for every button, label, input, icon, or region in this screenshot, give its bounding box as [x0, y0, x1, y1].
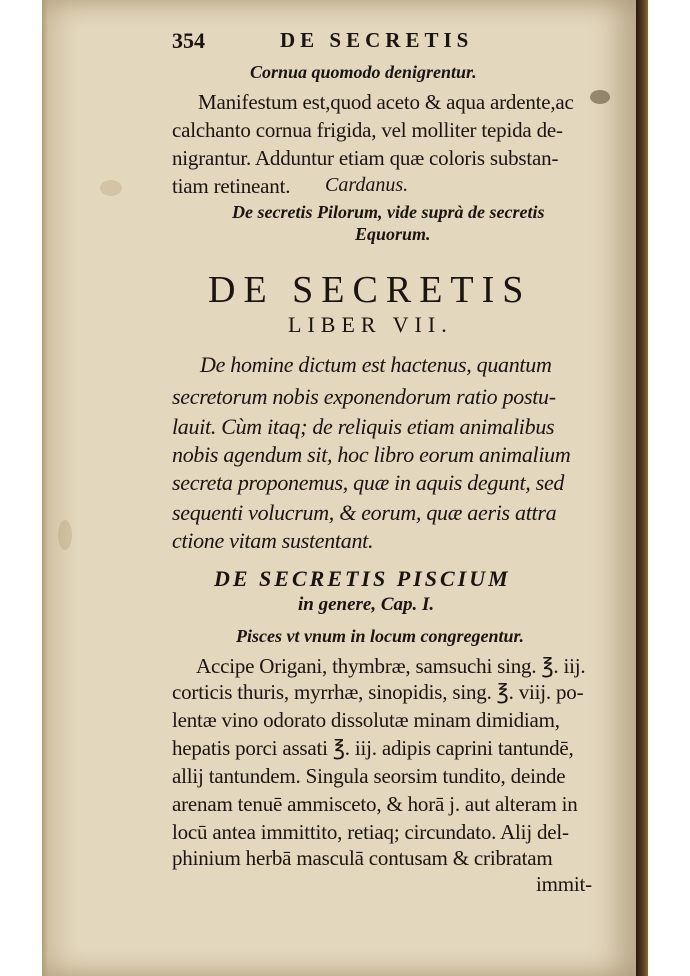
intro-line: lauit. Cùm itaq; de reliquis etiam animalibus: [172, 414, 555, 439]
cross-reference: Equorum.: [355, 224, 431, 244]
running-title: DE SECRETIS: [280, 28, 474, 52]
chapter-subtitle: in genere, Cap. I.: [298, 594, 435, 615]
book-title: DE SECRETIS: [208, 269, 532, 311]
chapter-title: DE SECRETIS PISCIUM: [214, 566, 511, 591]
text-line: nigrantur. Adduntur etiam quæ coloris substan-: [172, 146, 559, 170]
intro-line: nobis agendum sit, hoc libro eorum animalium: [172, 442, 571, 467]
section-title: Cornua quomodo denigrentur.: [250, 62, 477, 82]
book-spine: [636, 0, 648, 976]
text-line: allij tantundem. Singula seorsim tundito, deinde: [172, 764, 566, 788]
cross-reference: De secretis Pilorum, vide suprà de secretis: [232, 202, 545, 222]
paper-stain: [590, 90, 610, 104]
text-line: calchanto cornua frigida, vel molliter tepida de-: [172, 118, 563, 142]
intro-line: sequenti volucrum, & eorum, quæ aeris attra: [172, 500, 557, 525]
text-line: lentæ vino odorato dissolutæ minam dimidiam,: [172, 708, 560, 732]
text-line: hepatis porci assati ℥. iij. adipis caprini tantundē,: [172, 736, 574, 760]
text-line: corticis thuris, myrrhæ, sinopidis, sing. ℥. viij. po-: [172, 680, 584, 704]
intro-line: ctione vitam sustentant.: [172, 528, 374, 553]
text-line: arenam tenuē ammisceto, & horā j. aut alteram in: [172, 792, 578, 816]
book-subtitle: LIBER VII.: [288, 312, 453, 337]
source-citation: Cardanus.: [325, 174, 409, 196]
paper-stain: [100, 180, 122, 196]
text-line: locū antea immittito, retiaq; circundato. Alij del-: [172, 820, 569, 844]
text-line: Accipe Origani, thymbræ, samsuchi sing. ℥. iij.: [196, 654, 586, 678]
paper-stain: [58, 520, 72, 550]
page-edge: [42, 0, 48, 976]
page-number: 354: [172, 28, 205, 53]
intro-line: De homine dictum est hactenus, quantum: [200, 352, 552, 377]
intro-line: secreta proponemus, quæ in aquis degunt, sed: [172, 470, 565, 495]
recipe-title: Pisces vt vnum in locum congregentur.: [236, 626, 525, 646]
text-line: Manifestum est,quod aceto & aqua ardente,ac: [198, 90, 574, 114]
text-line: phinium herbā masculā contusam & cribratam: [172, 846, 553, 870]
catchword: immit-: [536, 872, 592, 896]
text-line: tiam retineant.: [172, 174, 291, 198]
intro-line: secretorum nobis exponendorum ratio postu-: [172, 384, 556, 409]
